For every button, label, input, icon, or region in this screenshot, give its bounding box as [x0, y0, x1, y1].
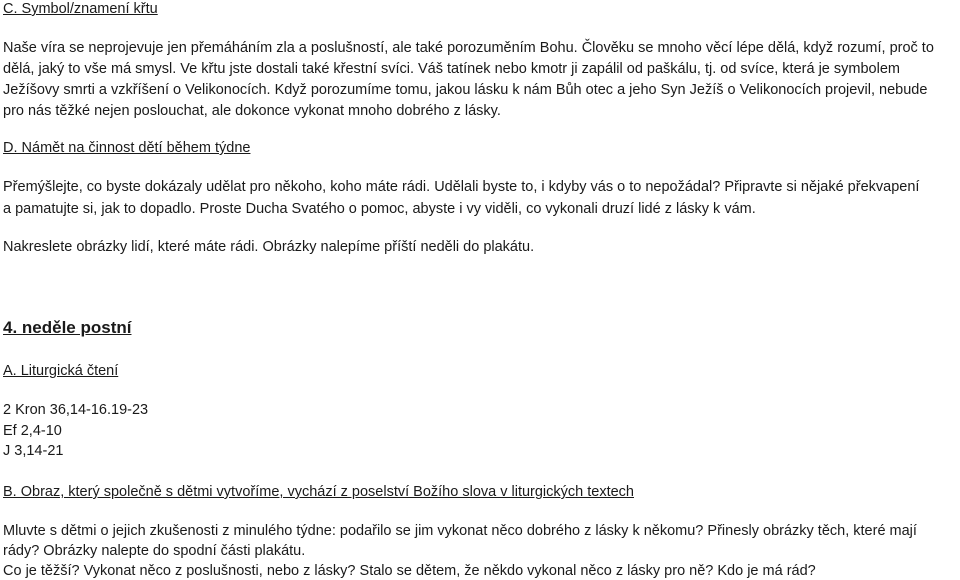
section-c-heading: C. Symbol/znamení křtu	[3, 1, 158, 17]
section-b-line-3: Co je těžší? Vykonat něco z poslušnosti, nebo z lásky? Stalo se dětem, že někdo vykonal něco z lásky pro ně? Kdo je má rád?	[3, 563, 816, 579]
section-b-line-1: Mluvte s dětmi o jejich zkušenosti z minulého týdne: podařilo se jim vykonat něco dobrého z lásky k někomu? Přinesly obrázky těch, které mají	[3, 523, 917, 539]
section-d-line-2: a pamatujte si, jak to dopadlo. Proste Ducha Svatého o pomoc, abyste i vy viděli, co vykonali druzí lidé z lásky k vám.	[3, 201, 756, 217]
reading-3: J 3,14-21	[3, 443, 64, 459]
section-b-line-2: rády? Obrázky nalepte do spodní části plakátu.	[3, 543, 306, 559]
sunday-heading: 4. neděle postní	[3, 318, 132, 337]
section-b-heading: B. Obraz, který společně s dětmi vytvoříme, vychází z poselství Božího slova v liturgických textech	[3, 484, 634, 500]
section-c-line-1: Naše víra se neprojevuje jen přemáháním zla a poslušností, ale také porozuměním Bohu. Člověku se mnoho věcí lépe dělá, když rozumí, proč to	[3, 40, 934, 56]
reading-2: Ef 2,4-10	[3, 423, 62, 439]
section-c-line-4: pro nás těžké nejen poslouchat, ale dokonce vykonat mnoho dobrého z lásky.	[3, 103, 501, 119]
section-d-heading: D. Námět na činnost dětí během týdne	[3, 140, 251, 156]
section-c-line-3: Ježíšovy smrti a vzkříšení o Velikonocích. Když porozumíme tomu, jakou lásku k nám Bůh otec a jeho Syn Ježíš o Velikonocích projevil, nebude	[3, 82, 928, 98]
section-a-heading: A. Liturgická čtení	[3, 363, 119, 379]
section-d-line-3: Nakreslete obrázky lidí, které máte rádi. Obrázky nalepíme příští neděli do plakátu.	[3, 239, 535, 255]
section-d-line-1: Přemýšlejte, co byste dokázaly udělat pro někoho, koho máte rádi. Udělali byste to, i kdyby vás o to nepožádal? Připravte si nějaké překvapení	[3, 179, 920, 195]
reading-1: 2 Kron 36,14-16.19-23	[3, 402, 149, 418]
section-c-line-2: dělá, jaký to vše má smysl. Ve křtu jste dostali také křestní svíci. Váš tatínek nebo kmotr ji zapálil od paškálu, tj. od svíce, která je symbolem	[3, 61, 900, 77]
